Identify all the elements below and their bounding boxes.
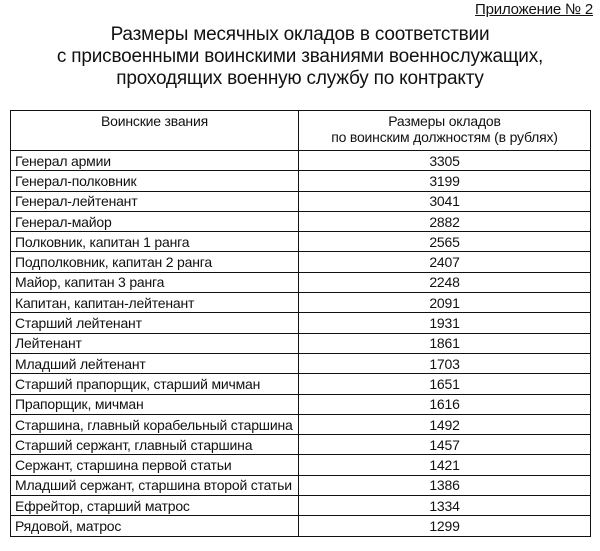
rank-cell: Генерал-лейтенант bbox=[11, 191, 299, 211]
salary-amount-cell: 2407 bbox=[299, 252, 591, 272]
rank-cell: Рядовой, матрос bbox=[11, 516, 299, 536]
salary-amount-cell: 1651 bbox=[299, 374, 591, 394]
table-row bbox=[11, 293, 591, 313]
rank-cell: Ефрейтор, старший матрос bbox=[11, 496, 299, 516]
salary-amount-cell: 1492 bbox=[299, 414, 591, 434]
rank-cell: Сержант, старшина первой статьи bbox=[11, 455, 299, 475]
salary-amount-cell: 1299 bbox=[299, 516, 591, 536]
table-row bbox=[11, 232, 591, 252]
table-row bbox=[11, 496, 591, 516]
rank-cell: Старший прапорщик, старший мичман bbox=[11, 374, 299, 394]
header-salary bbox=[299, 111, 591, 151]
rank-cell: Генерал-майор bbox=[11, 211, 299, 231]
table-row bbox=[11, 455, 591, 475]
table-body bbox=[11, 151, 591, 537]
rank-cell: Генерал-полковник bbox=[11, 171, 299, 191]
table-row bbox=[11, 414, 591, 434]
table-row bbox=[11, 333, 591, 353]
salary-amount-cell: 1421 bbox=[299, 455, 591, 475]
salary-amount-cell: 3199 bbox=[299, 171, 591, 191]
rank-cell: Лейтенант bbox=[11, 333, 299, 353]
rank-cell: Младший сержант, старшина второй статьи bbox=[11, 475, 299, 495]
rank-cell: Старший сержант, главный старшина bbox=[11, 435, 299, 455]
salary-amount-cell: 1703 bbox=[299, 353, 591, 373]
title-line-1: Размеры месячных окладов в соответствии bbox=[110, 24, 490, 45]
table-row bbox=[11, 151, 591, 171]
table-row bbox=[11, 435, 591, 455]
salary-amount-cell: 1457 bbox=[299, 435, 591, 455]
salary-amount-cell: 1861 bbox=[299, 333, 591, 353]
appendix-label: Приложение № 2 bbox=[475, 1, 593, 18]
document-title bbox=[0, 24, 600, 90]
salary-table bbox=[10, 110, 591, 537]
table-row bbox=[11, 353, 591, 373]
rank-cell: Старший лейтенант bbox=[11, 313, 299, 333]
title-line-2: с присвоенными воинскими званиями военнослужащих, bbox=[56, 46, 544, 67]
salary-amount-cell: 3305 bbox=[299, 151, 591, 171]
rank-cell: Прапорщик, мичман bbox=[11, 394, 299, 414]
table-row bbox=[11, 171, 591, 191]
rank-cell: Подполковник, капитан 2 ранга bbox=[11, 252, 299, 272]
salary-amount-cell: 1616 bbox=[299, 394, 591, 414]
table-row bbox=[11, 516, 591, 536]
salary-amount-cell: 1334 bbox=[299, 496, 591, 516]
salary-amount-cell: 3041 bbox=[299, 191, 591, 211]
header-salary-line-1: Размеры окладов bbox=[388, 113, 501, 129]
salary-amount-cell: 2565 bbox=[299, 232, 591, 252]
rank-cell: Младший лейтенант bbox=[11, 353, 299, 373]
table-row bbox=[11, 211, 591, 231]
rank-cell: Старшина, главный корабельный старшина bbox=[11, 414, 299, 434]
table-row bbox=[11, 252, 591, 272]
salary-amount-cell: 1931 bbox=[299, 313, 591, 333]
title-line-3: проходящих военную службу по контракту bbox=[116, 68, 484, 89]
salary-amount-cell: 2882 bbox=[299, 211, 591, 231]
table-row bbox=[11, 394, 591, 414]
table-row bbox=[11, 475, 591, 495]
header-rank: Воинские звания bbox=[11, 111, 299, 151]
rank-cell: Майор, капитан 3 ранга bbox=[11, 272, 299, 292]
rank-cell: Генерал армии bbox=[11, 151, 299, 171]
rank-cell: Капитан, капитан-лейтенант bbox=[11, 293, 299, 313]
salary-amount-cell: 1386 bbox=[299, 475, 591, 495]
table-row bbox=[11, 191, 591, 211]
header-salary-line-2: по воинским должностям (в рублях) bbox=[331, 129, 558, 145]
table-header-row bbox=[11, 111, 591, 151]
salary-amount-cell: 2091 bbox=[299, 293, 591, 313]
table-row bbox=[11, 374, 591, 394]
rank-cell: Полковник, капитан 1 ранга bbox=[11, 232, 299, 252]
table-row bbox=[11, 313, 591, 333]
table-row bbox=[11, 272, 591, 292]
salary-amount-cell: 2248 bbox=[299, 272, 591, 292]
